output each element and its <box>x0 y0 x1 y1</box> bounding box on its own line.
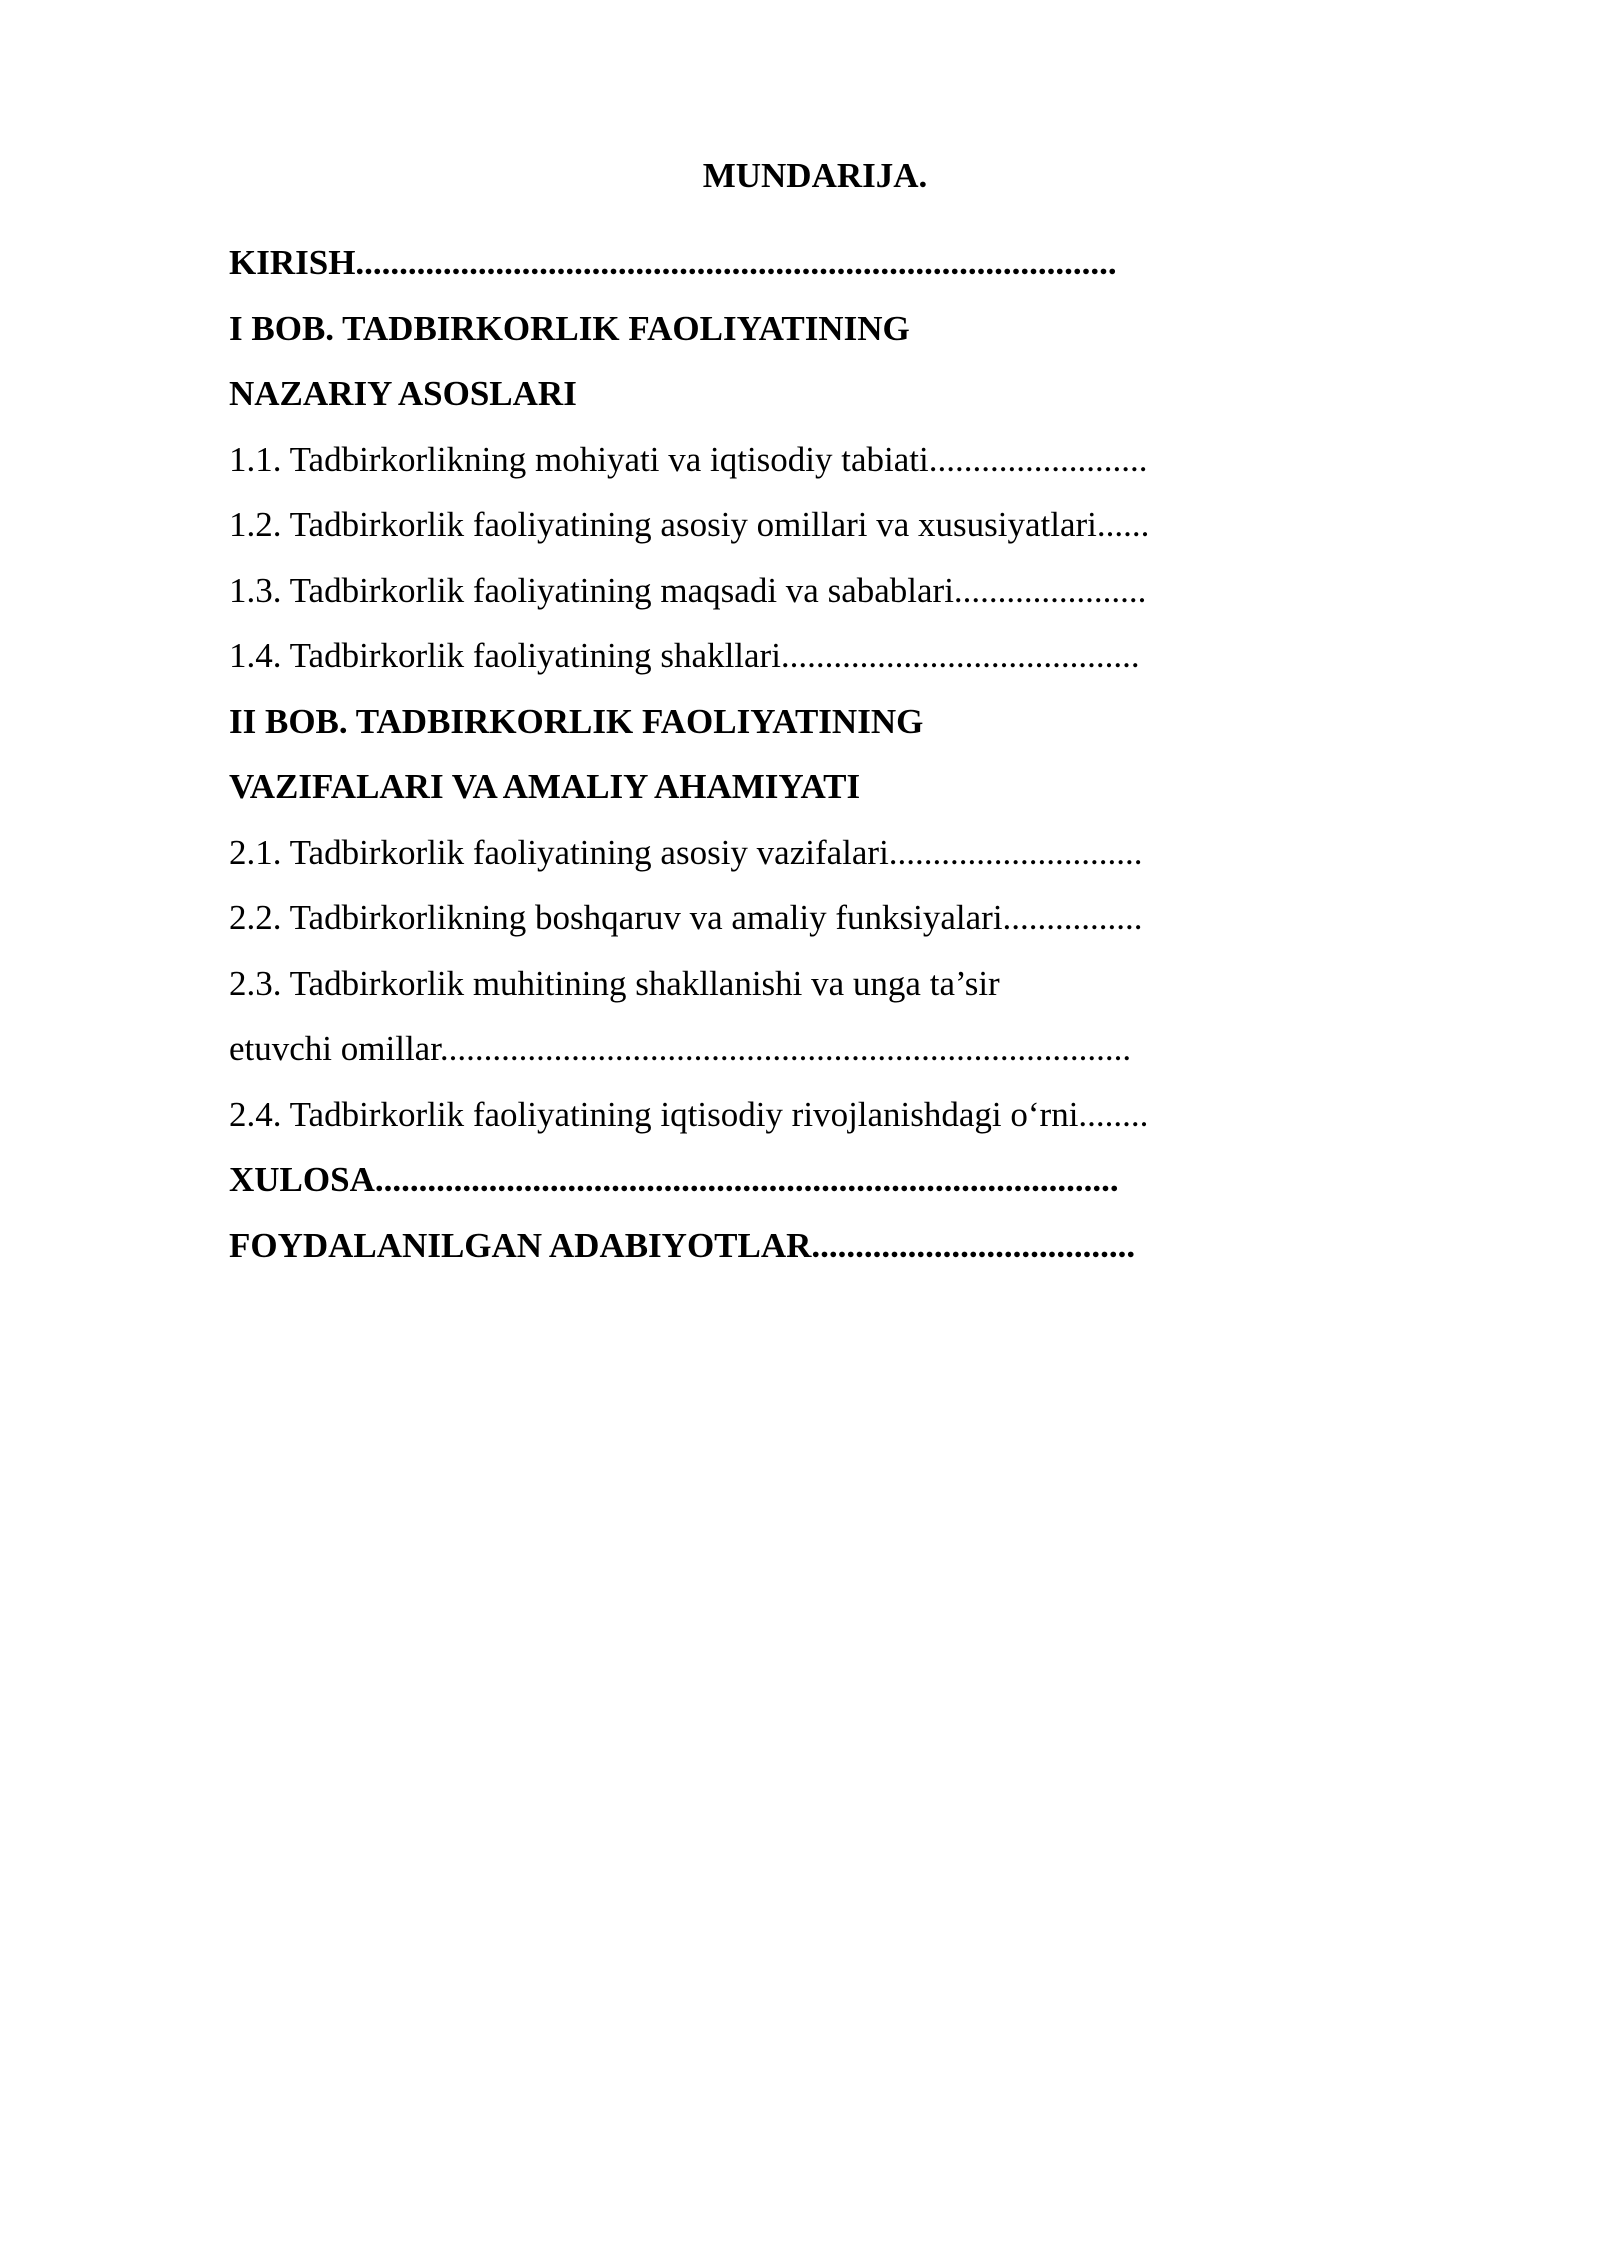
toc-entry-2-3: 2.3. Tadbirkorlik muhitining shakllanishi va unga ta’sir <box>229 963 1000 1003</box>
toc-chapter-2-heading-cont: VAZIFALARI VA AMALIY AHAMIYATI <box>229 767 861 806</box>
toc-entry-2-4: 2.4. Tadbirkorlik faoliyatining iqtisodiy rivojlanishdagi o‘rni........ <box>229 1094 1149 1134</box>
toc-entry-1-4: 1.4. Tadbirkorlik faoliyatining shakllari......................................... <box>229 636 1140 675</box>
toc-entry-1-1: 1.1. Tadbirkorlikning mohiyati va iqtisodiy tabiati......................... <box>229 439 1148 479</box>
toc-entry-1-2: 1.2. Tadbirkorlik faoliyatining asosiy omillari va xususiyatlari...... <box>229 505 1150 544</box>
toc-entry-2-2: 2.2. Tadbirkorlikning boshqaruv va amaliy funksiyalari................ <box>229 898 1143 937</box>
toc-entry-2-3-cont: etuvchi omillar............................................................................... <box>229 1029 1132 1068</box>
page-title: MUNDARIJA. <box>702 156 928 195</box>
toc-chapter-2-heading: II BOB. TADBIRKORLIK FAOLIYATINING <box>229 701 924 741</box>
toc-entry-xulosa: XULOSA..................................................................................... <box>229 1160 1119 1199</box>
toc-entry-1-3: 1.3. Tadbirkorlik faoliyatining maqsadi va sabablari...................... <box>229 570 1147 610</box>
toc-entry-2-1: 2.1. Tadbirkorlik faoliyatining asosiy vazifalari............................. <box>229 832 1143 872</box>
toc-chapter-1-heading-cont: NAZARIY ASOSLARI <box>229 374 577 413</box>
toc-entry-kirish: KIRISH....................................................................................... <box>229 243 1117 282</box>
table-of-contents <box>229 237 1229 1285</box>
toc-entry-adabiyotlar: FOYDALANILGAN ADABIYOTLAR..................................... <box>229 1225 1136 1265</box>
toc-chapter-1-heading: I BOB. TADBIRKORLIK FAOLIYATINING <box>229 308 910 348</box>
